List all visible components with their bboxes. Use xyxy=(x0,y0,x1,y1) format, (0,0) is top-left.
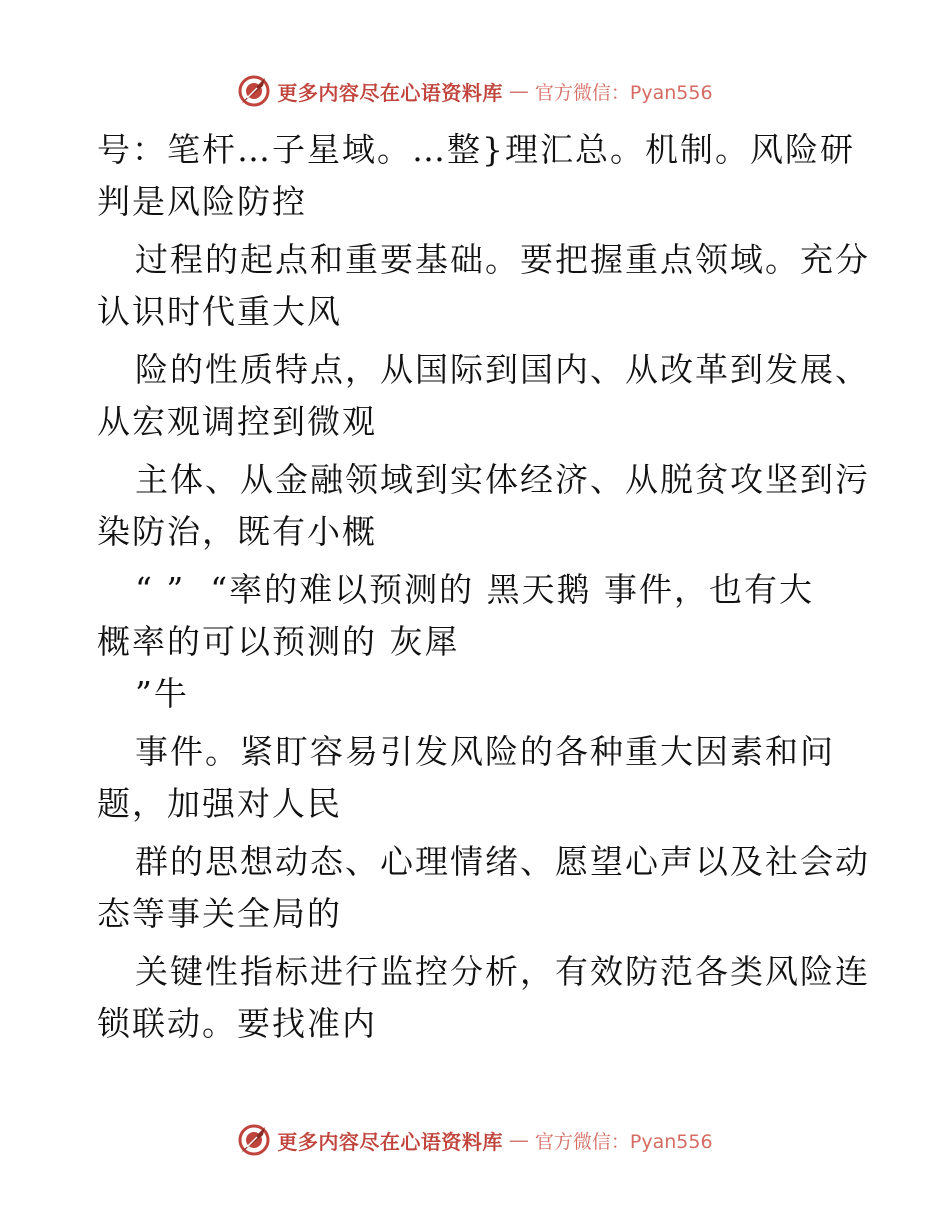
banner-wechat-id: 官方微信：Pyan556 xyxy=(534,1130,713,1153)
header-banner xyxy=(0,71,950,111)
text-line: 群的思想动态、心理情绪、愿望心声以及社会动 xyxy=(135,842,870,881)
text-line: “ ” “率的难以预测的 黑天鹅 事件，也有大 xyxy=(135,570,815,609)
text-line: 事件。紧盯容易引发风险的各种重大因素和问 xyxy=(135,732,835,771)
text-line: 关键性指标进行监控分析，有效防范各类风险连 xyxy=(135,952,870,991)
quill-logo-icon xyxy=(237,1123,271,1157)
text-line: 险的性质特点，从国际到国内、从改革到发展、 xyxy=(135,350,870,389)
footer-banner xyxy=(0,1120,950,1160)
text-line: 概率的可以预测的 灰犀 xyxy=(97,622,460,661)
banner-wechat-id: 官方微信：Pyan556 xyxy=(534,81,713,104)
text-line: 态等事关全局的 xyxy=(97,894,342,933)
text-line: 题，加强对人民 xyxy=(97,784,342,823)
text-line: 从宏观调控到微观 xyxy=(97,402,377,441)
banner-title: 更多内容尽在心语资料库 xyxy=(277,1129,503,1154)
text-line: 过程的起点和重要基础。要把握重点领域。充分 xyxy=(135,240,870,279)
banner-title: 更多内容尽在心语资料库 xyxy=(277,80,503,105)
text-line: 锁联动。要找准内 xyxy=(97,1004,377,1043)
text-line: 主体、从金融领域到实体经济、从脱贫攻坚到污 xyxy=(135,460,870,499)
text-line: 认识时代重大风 xyxy=(97,292,342,331)
banner-separator: — xyxy=(508,1128,529,1152)
text-line: 号：笔杆…子星域。…整}理汇总。机制。风险研 xyxy=(97,130,855,169)
document-body xyxy=(97,124,870,1050)
banner-separator: — xyxy=(508,79,529,103)
text-line: ”牛 xyxy=(135,674,189,713)
quill-logo-icon xyxy=(237,74,271,108)
text-line: 判是风险防控 xyxy=(97,182,307,221)
text-line: 染防治，既有小概 xyxy=(97,512,377,551)
